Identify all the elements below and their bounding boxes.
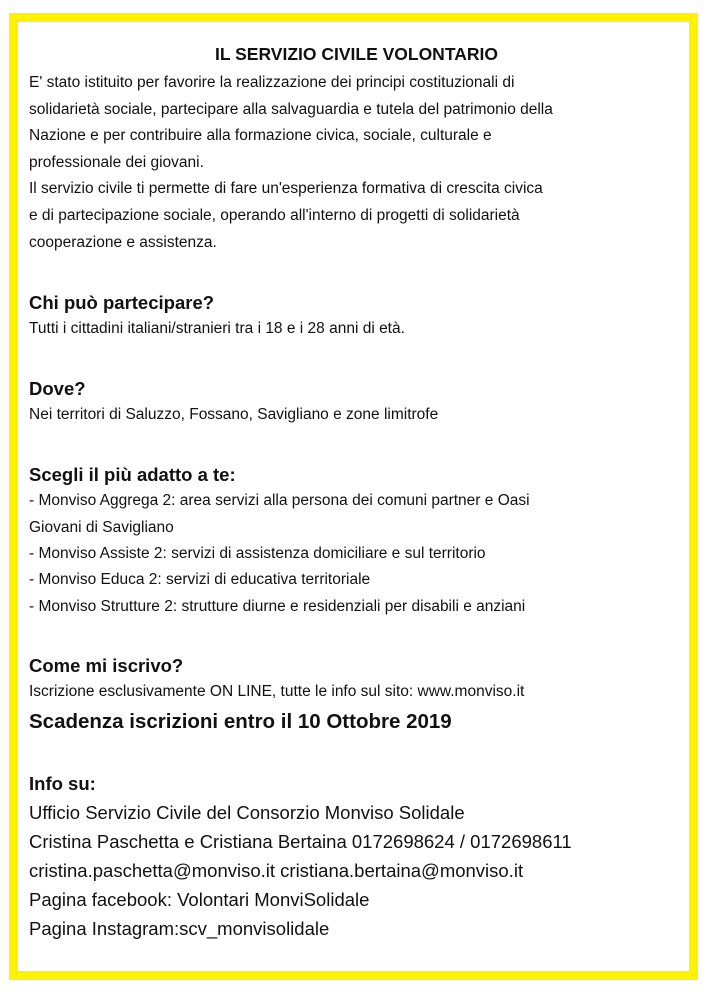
enroll-text: Iscrizione esclusivamente ON LINE, tutte le info sul sito: www.monviso.it — [29, 683, 525, 700]
who-text: Tutti i cittadini italiani/stranieri tra i 18 e i 28 anni di età. — [29, 320, 405, 337]
deadline-text: Scadenza iscrizioni entro il 10 Ottobre 2019 — [29, 710, 452, 733]
info-heading: Info su: — [29, 773, 96, 794]
intro-line: professionale dei giovani. — [29, 154, 204, 171]
intro-line: solidarietà sociale, partecipare alla salvaguardia e tutela del patrimonio della — [29, 101, 553, 118]
flyer-frame — [9, 13, 698, 980]
project-item: - Monviso Educa 2: servizi di educativa territoriale — [29, 571, 371, 588]
page-title: IL SERVIZIO CIVILE VOLONTARIO — [215, 44, 498, 64]
intro-line: e di partecipazione sociale, operando all'interno di progetti di solidarietà — [29, 207, 520, 224]
intro-line: cooperazione e assistenza. — [29, 234, 217, 251]
where-text: Nei territori di Saluzzo, Fossano, Savigliano e zone limitrofe — [29, 406, 439, 423]
where-heading: Dove? — [29, 378, 86, 399]
project-item: - Monviso Assiste 2: servizi di assistenza domiciliare e sul territorio — [29, 545, 486, 562]
intro-line: E' stato istituito per favorire la realizzazione dei principi costituzionali di — [29, 74, 515, 91]
project-item: Giovani di Savigliano — [29, 519, 174, 536]
info-line: Cristina Paschetta e Cristiana Bertaina 0172698624 / 0172698611 — [29, 831, 572, 852]
who-heading: Chi può partecipare? — [29, 292, 215, 313]
info-line: cristina.paschetta@monviso.it cristiana.bertaina@monviso.it — [29, 860, 524, 881]
intro-line: Nazione e per contribuire alla formazione civica, sociale, culturale e — [29, 127, 492, 144]
choose-heading: Scegli il più adatto a te: — [29, 464, 236, 485]
project-item: - Monviso Aggrega 2: area servizi alla persona dei comuni partner e Oasi — [29, 492, 530, 509]
info-line: Pagina facebook: Volontari MonviSolidale — [29, 889, 370, 910]
enroll-heading: Come mi iscrivo? — [29, 655, 184, 676]
intro-line: Il servizio civile ti permette di fare un'esperienza formativa di crescita civica — [29, 180, 543, 197]
info-line: Pagina Instagram:scv_monvisolidale — [29, 918, 330, 939]
project-item: - Monviso Strutture 2: strutture diurne e residenziali per disabili e anziani — [29, 598, 526, 615]
info-line: Ufficio Servizio Civile del Consorzio Monviso Solidale — [29, 802, 465, 823]
